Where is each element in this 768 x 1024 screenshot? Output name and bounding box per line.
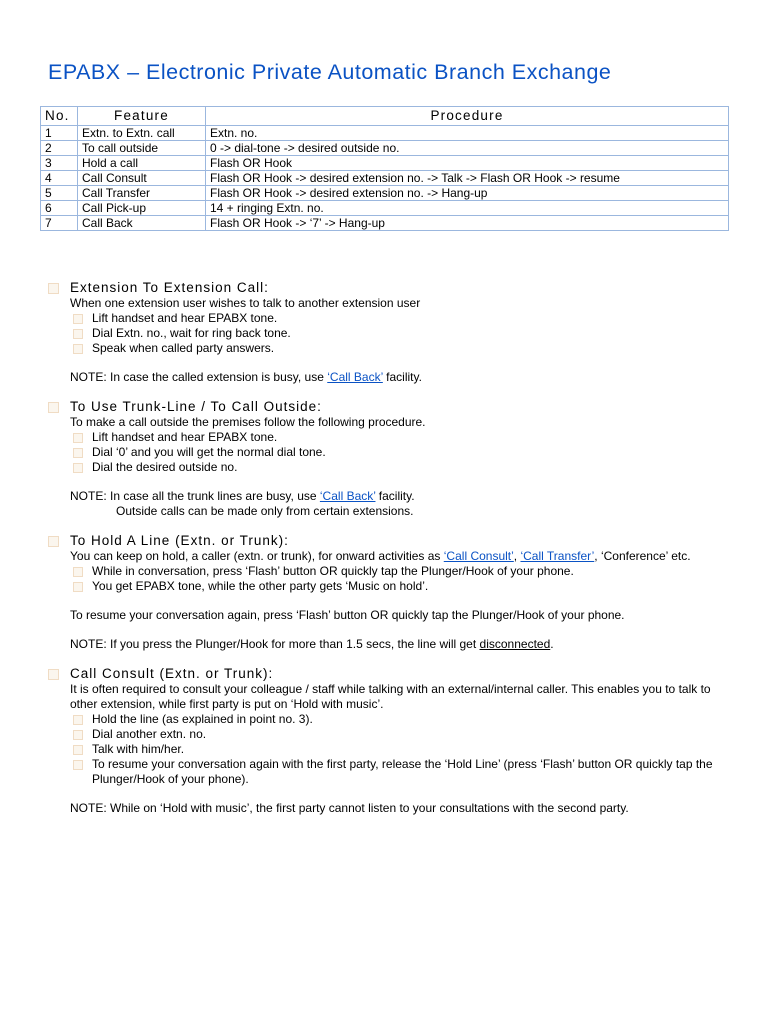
list-item-text: To resume your conversation again with the first party, release the ‘Hold Line’ (press ‘Flash’ button OR quickly tap the Plunger/Hook of your phone). [92,757,713,786]
list-item [70,311,718,326]
cell-no: 2 [41,141,78,156]
bullet-box-icon [73,567,83,577]
cell-no: 4 [41,171,78,186]
bullet-box-icon [73,715,83,725]
bullet-box-icon [73,582,83,592]
cell-no: 7 [41,216,78,231]
section-note [70,370,718,385]
bullet-box-icon [73,329,83,339]
section-note: NOTE: While on ‘Hold with music’, the first party cannot listen to your consultations with the second party. [70,801,629,815]
section-intro [70,549,718,564]
list-item [70,341,718,356]
page-title: EPABX – Electronic Private Automatic Branch Exchange [48,60,612,84]
section-note [70,489,718,504]
list-item [70,445,718,460]
list-item-text: Speak when called party answers. [92,341,275,355]
section-call-consult [48,666,718,816]
list-item-text: Dial Extn. no., wait for ring back tone. [92,326,291,340]
list-item [70,757,718,787]
call-transfer-link[interactable]: ‘Call Transfer’ [520,549,595,563]
list-item [70,564,718,579]
list-item [70,742,718,757]
section-heading [48,399,718,415]
section-note [70,637,718,652]
bullet-box-icon [73,433,83,443]
list-item-text: Lift handset and hear EPABX tone. [92,430,278,444]
table-row [41,216,729,231]
list-item-text: While in conversation, press ‘Flash’ button OR quickly tap the Plunger/Hook of your phone. [92,564,574,578]
bullet-box-icon [48,283,59,294]
header-feature: Feature [78,107,206,126]
section-extension-call [48,280,718,385]
intro-sep: , [513,549,521,563]
bullet-box-icon [73,760,83,770]
cell-feature: To call outside [78,141,206,156]
list-item [70,712,718,727]
intro-text-end: , ‘Conference’ etc. [594,549,691,563]
bullet-box-icon [73,730,83,740]
section-hold-line [48,533,718,652]
section-heading [48,533,718,549]
section-heading [48,280,718,296]
section-heading [48,666,718,682]
section-heading-text: To Hold A Line (Extn. or Trunk): [70,533,289,548]
table-row [41,141,729,156]
cell-feature: Extn. to Extn. call [78,126,206,141]
call-consult-link[interactable]: ‘Call Consult’ [443,549,514,563]
table-row [41,126,729,141]
call-back-link[interactable]: ‘Call Back’ [319,489,376,503]
header-procedure: Procedure [206,107,729,126]
section-intro: It is often required to consult your colleague / staff while talking with an external/internal caller. This enables you to talk to other extension, while first party is put on ‘Hold with music’. [70,682,711,711]
list-item-text: Hold the line (as explained in point no. 3). [92,712,313,726]
section-heading-text: Call Consult (Extn. or Trunk): [70,666,274,681]
section-intro: When one extension user wishes to talk to another extension user [70,296,421,310]
call-back-link[interactable]: ‘Call Back’ [327,370,383,384]
table-header-row [41,107,729,126]
cell-procedure: Flash OR Hook -> desired extension no. -> Hang-up [206,186,729,201]
list-item-text: Dial another extn. no. [92,727,207,741]
bullet-box-icon [73,745,83,755]
table-row [41,186,729,201]
bullet-box-icon [73,448,83,458]
cell-feature: Call Pick-up [78,201,206,216]
cell-feature: Call Consult [78,171,206,186]
note-text-end: facility. [375,489,415,503]
list-item-text: Lift handset and hear EPABX tone. [92,311,278,325]
intro-text: You can keep on hold, a caller (extn. or trunk), for onward activities as [70,549,444,563]
list-item-text: Dial ‘0’ and you will get the normal dial tone. [92,445,326,459]
section-note-2: Outside calls can be made only from certain extensions. [116,504,414,518]
section-intro: To make a call outside the premises follow the following procedure. [70,415,426,429]
cell-procedure: Flash OR Hook [206,156,729,171]
cell-no: 5 [41,186,78,201]
bullet-box-icon [73,463,83,473]
cell-no: 6 [41,201,78,216]
cell-procedure: Flash OR Hook -> ‘7’ -> Hang-up [206,216,729,231]
table-row [41,156,729,171]
list-item [70,460,718,475]
cell-procedure: 0 -> dial-tone -> desired outside no. [206,141,729,156]
list-item-text: Talk with him/her. [92,742,185,756]
section-heading-text: To Use Trunk-Line / To Call Outside: [70,399,322,414]
table-row [41,201,729,216]
cell-no: 3 [41,156,78,171]
sections [48,280,718,816]
list-item [70,727,718,742]
disconnected-text: disconnected [479,637,551,651]
list-item [70,326,718,341]
cell-no: 1 [41,126,78,141]
header-no: No. [41,107,78,126]
bullet-box-icon [73,344,83,354]
note-text: NOTE: If you press the Plunger/Hook for more than 1.5 secs, the line will get [70,637,480,651]
note-text-end: facility. [382,370,422,384]
section-heading-text: Extension To Extension Call: [70,280,269,295]
list-item [70,430,718,445]
section-resume-text: To resume your conversation again, press ‘Flash’ button OR quickly tap the Plunger/Hook of your phone. [70,608,625,622]
note-text: NOTE: In case all the trunk lines are busy, use [70,489,320,503]
list-item-text: You get EPABX tone, while the other party gets ‘Music on hold’. [92,579,429,593]
cell-procedure: Extn. no. [206,126,729,141]
cell-procedure: 14 + ringing Extn. no. [206,201,729,216]
bullet-box-icon [48,402,59,413]
bullet-box-icon [48,536,59,547]
table-row [41,171,729,186]
section-trunk-line [48,399,718,519]
bullet-box-icon [48,669,59,680]
list-item [70,579,718,594]
note-text-end: . [550,637,554,651]
features-table [40,106,729,231]
note-text: NOTE: In case the called extension is busy, use [70,370,328,384]
cell-procedure: Flash OR Hook -> desired extension no. -> Talk -> Flash OR Hook -> resume [206,171,729,186]
cell-feature: Hold a call [78,156,206,171]
cell-feature: Call Back [78,216,206,231]
cell-feature: Call Transfer [78,186,206,201]
list-item-text: Dial the desired outside no. [92,460,238,474]
bullet-box-icon [73,314,83,324]
